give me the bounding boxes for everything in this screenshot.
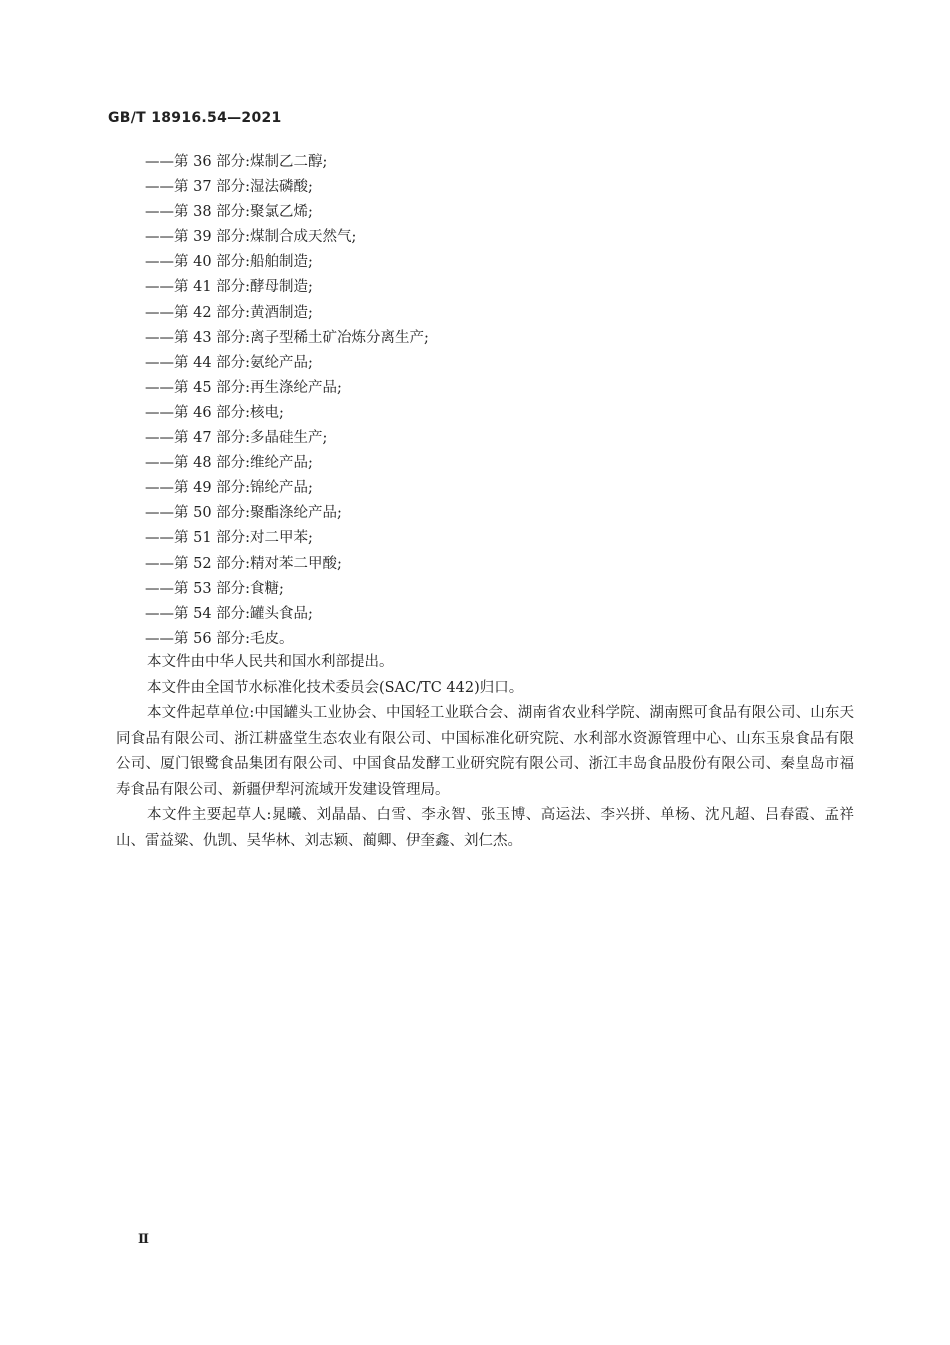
list-item: ——第 40 部分:船舶制造;: [145, 254, 313, 271]
list-item: ——第 39 部分:煤制合成天然气;: [145, 229, 357, 246]
list-item: ——第 54 部分:罐头食品;: [145, 605, 313, 622]
drafting-units-paragraph: 本文件起草单位:中国罐头工业协会、中国轻工业联合会、湖南省农业科学院、湖南熙可食品有限公司、山东天同食品有限公司、浙江耕盛堂生态农业有限公司、中国标准化研究院、水利部水资源管理中心、山东玉泉食品有限公司、厦门银鹭食品集团有限公司、中国食品发酵工业研究院有限公司、浙江丰岛食品股份有限公司、秦皇岛市福寿食品有限公司、新疆伊犁河流域开发建设管理局。: [116, 705, 854, 798]
list-item: ——第 37 部分:湿法磷酸;: [145, 179, 313, 196]
list-item: ——第 48 部分:维纶产品;: [145, 455, 313, 472]
list-item: ——第 38 部分:聚氯乙烯;: [145, 204, 313, 221]
centralized-paragraph: 本文件由全国节水标准化技术委员会(SAC/TC 442)归口。: [147, 679, 524, 696]
list-item: ——第 36 部分:煤制乙二醇;: [145, 154, 328, 170]
parts-list: [145, 150, 429, 652]
proposer-paragraph: 本文件由中华人民共和国水利部提出。: [147, 654, 394, 670]
list-item: ——第 46 部分:核电;: [145, 404, 284, 421]
page-number: Ⅱ: [138, 1232, 149, 1247]
list-item: ——第 53 部分:食糖;: [145, 580, 284, 597]
list-item: ——第 51 部分:对二甲苯;: [145, 530, 313, 547]
list-item: ——第 42 部分:黄酒制造;: [145, 304, 313, 321]
list-item: ——第 43 部分:离子型稀土矿冶炼分离生产;: [145, 329, 429, 346]
list-item: ——第 44 部分:氨纶产品;: [145, 354, 313, 371]
list-item: ——第 41 部分:酵母制造;: [145, 279, 313, 296]
drafters-paragraph: 本文件主要起草人:晁曦、刘晶晶、白雪、李永智、张玉博、高运法、李兴拼、单杨、沈凡超、吕春霞、孟祥山、雷益粱、仇凯、吴华林、刘志颖、蔺卿、伊奎鑫、刘仁杰。: [116, 807, 854, 849]
document-code: GB/T 18916.54—2021: [108, 110, 282, 126]
list-item: ——第 47 部分:多晶硅生产;: [145, 430, 328, 447]
list-item: ——第 52 部分:精对苯二甲酸;: [145, 555, 342, 572]
list-item: ——第 56 部分:毛皮。: [145, 630, 294, 647]
list-item: ——第 49 部分:锦纶产品;: [145, 480, 313, 497]
list-item: ——第 50 部分:聚酯涤纶产品;: [145, 505, 342, 522]
list-item: ——第 45 部分:再生涤纶产品;: [145, 379, 342, 396]
foreword-paragraphs: [116, 650, 854, 854]
